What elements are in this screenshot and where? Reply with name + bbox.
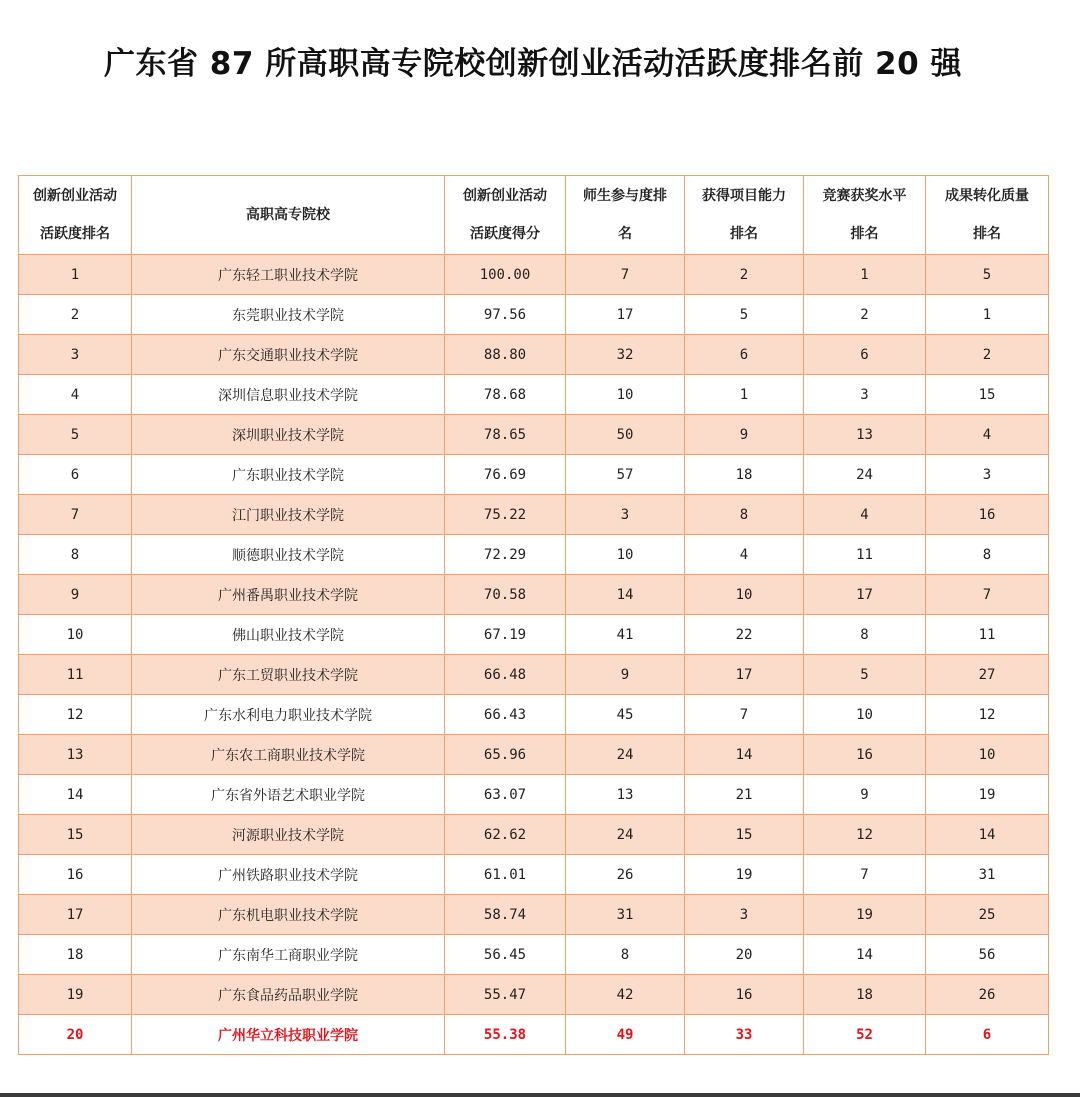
header-project	[685, 176, 804, 255]
table-row	[19, 415, 1049, 455]
table-row	[19, 575, 1049, 615]
cell-conversion: 27	[926, 655, 1049, 695]
cell-score: 55.38	[445, 1015, 566, 1055]
cell-project: 4	[685, 535, 804, 575]
cell-school: 广东工贸职业技术学院	[132, 655, 445, 695]
cell-participation: 8	[566, 935, 685, 975]
cell-conversion: 19	[926, 775, 1049, 815]
cell-school: 广东轻工职业技术学院	[132, 255, 445, 295]
cell-competition: 19	[804, 895, 926, 935]
cell-competition: 7	[804, 855, 926, 895]
cell-score: 70.58	[445, 575, 566, 615]
cell-score: 65.96	[445, 735, 566, 775]
cell-competition: 11	[804, 535, 926, 575]
cell-school: 广州华立科技职业学院	[132, 1015, 445, 1055]
table-row	[19, 975, 1049, 1015]
table-row	[19, 535, 1049, 575]
cell-competition: 16	[804, 735, 926, 775]
cell-school: 广东交通职业技术学院	[132, 335, 445, 375]
cell-project: 5	[685, 295, 804, 335]
cell-score: 55.47	[445, 975, 566, 1015]
cell-rank: 4	[19, 375, 132, 415]
cell-project: 9	[685, 415, 804, 455]
cell-score: 67.19	[445, 615, 566, 655]
cell-competition: 2	[804, 295, 926, 335]
cell-participation: 10	[566, 375, 685, 415]
cell-rank: 1	[19, 255, 132, 295]
header-school	[132, 176, 445, 255]
cell-rank: 16	[19, 855, 132, 895]
cell-conversion: 7	[926, 575, 1049, 615]
header-school-line1: 高职高专院校	[246, 207, 330, 223]
cell-school: 广东省外语艺术职业学院	[132, 775, 445, 815]
cell-school: 广东食品药品职业学院	[132, 975, 445, 1015]
cell-project: 10	[685, 575, 804, 615]
cell-participation: 3	[566, 495, 685, 535]
cell-project: 14	[685, 735, 804, 775]
cell-conversion: 12	[926, 695, 1049, 735]
cell-conversion: 56	[926, 935, 1049, 975]
cell-school: 深圳信息职业技术学院	[132, 375, 445, 415]
cell-competition: 52	[804, 1015, 926, 1055]
cell-competition: 5	[804, 655, 926, 695]
cell-score: 58.74	[445, 895, 566, 935]
cell-score: 56.45	[445, 935, 566, 975]
cell-rank: 5	[19, 415, 132, 455]
cell-score: 78.68	[445, 375, 566, 415]
cell-participation: 13	[566, 775, 685, 815]
cell-score: 66.43	[445, 695, 566, 735]
page-title: 广东省 87 所高职高专院校创新创业活动活跃度排名前 20 强	[104, 46, 962, 82]
table-row	[19, 255, 1049, 295]
cell-project: 1	[685, 375, 804, 415]
cell-school: 顺德职业技术学院	[132, 535, 445, 575]
header-rank-line1: 创新创业活动	[33, 188, 117, 204]
cell-rank: 6	[19, 455, 132, 495]
header-participation	[566, 176, 685, 255]
cell-competition: 6	[804, 335, 926, 375]
cell-score: 78.65	[445, 415, 566, 455]
cell-school: 广东水利电力职业技术学院	[132, 695, 445, 735]
cell-participation: 45	[566, 695, 685, 735]
cell-score: 66.48	[445, 655, 566, 695]
cell-rank: 8	[19, 535, 132, 575]
cell-rank: 18	[19, 935, 132, 975]
cell-competition: 9	[804, 775, 926, 815]
table-header-row	[19, 176, 1049, 255]
cell-conversion: 4	[926, 415, 1049, 455]
table-row	[19, 895, 1049, 935]
table-row	[19, 655, 1049, 695]
cell-school: 东莞职业技术学院	[132, 295, 445, 335]
table-body	[19, 255, 1049, 1055]
table-row	[19, 815, 1049, 855]
cell-school: 广州铁路职业技术学院	[132, 855, 445, 895]
cell-conversion: 15	[926, 375, 1049, 415]
cell-participation: 32	[566, 335, 685, 375]
header-score-line1: 创新创业活动	[463, 188, 547, 204]
cell-competition: 18	[804, 975, 926, 1015]
cell-project: 18	[685, 455, 804, 495]
cell-competition: 12	[804, 815, 926, 855]
cell-participation: 57	[566, 455, 685, 495]
cell-competition: 1	[804, 255, 926, 295]
cell-competition: 14	[804, 935, 926, 975]
cell-competition: 24	[804, 455, 926, 495]
header-rank-line2: 活跃度排名	[40, 226, 110, 242]
cell-project: 6	[685, 335, 804, 375]
cell-conversion: 2	[926, 335, 1049, 375]
cell-school: 广州番禺职业技术学院	[132, 575, 445, 615]
cell-participation: 24	[566, 815, 685, 855]
cell-conversion: 16	[926, 495, 1049, 535]
header-score	[445, 176, 566, 255]
header-participation-line2: 名	[618, 226, 632, 242]
cell-school: 河源职业技术学院	[132, 815, 445, 855]
cell-participation: 41	[566, 615, 685, 655]
cell-competition: 4	[804, 495, 926, 535]
cell-participation: 49	[566, 1015, 685, 1055]
cell-project: 22	[685, 615, 804, 655]
cell-school: 深圳职业技术学院	[132, 415, 445, 455]
cell-competition: 17	[804, 575, 926, 615]
cell-conversion: 25	[926, 895, 1049, 935]
cell-rank: 3	[19, 335, 132, 375]
cell-participation: 31	[566, 895, 685, 935]
cell-participation: 7	[566, 255, 685, 295]
header-score-line2: 活跃度得分	[470, 226, 540, 242]
header-project-line1: 获得项目能力	[702, 188, 786, 204]
cell-participation: 10	[566, 535, 685, 575]
header-competition-line1: 竞赛获奖水平	[822, 188, 907, 204]
header-participation-line1: 师生参与度排	[583, 188, 667, 204]
cell-project: 8	[685, 495, 804, 535]
cell-score: 88.80	[445, 335, 566, 375]
cell-school: 广东机电职业技术学院	[132, 895, 445, 935]
cell-conversion: 10	[926, 735, 1049, 775]
cell-rank: 14	[19, 775, 132, 815]
ranking-table	[18, 175, 1049, 1055]
cell-participation: 14	[566, 575, 685, 615]
cell-rank: 12	[19, 695, 132, 735]
cell-score: 72.29	[445, 535, 566, 575]
table-row	[19, 1015, 1049, 1055]
table-row	[19, 615, 1049, 655]
cell-rank: 2	[19, 295, 132, 335]
cell-project: 19	[685, 855, 804, 895]
cell-score: 97.56	[445, 295, 566, 335]
cell-school: 江门职业技术学院	[132, 495, 445, 535]
table-row	[19, 495, 1049, 535]
cell-rank: 11	[19, 655, 132, 695]
cell-conversion: 14	[926, 815, 1049, 855]
cell-participation: 42	[566, 975, 685, 1015]
cell-rank: 13	[19, 735, 132, 775]
table-row	[19, 855, 1049, 895]
table-row	[19, 375, 1049, 415]
header-project-line2: 排名	[730, 226, 758, 242]
table-row	[19, 775, 1049, 815]
cell-participation: 17	[566, 295, 685, 335]
cell-conversion: 11	[926, 615, 1049, 655]
cell-score: 100.00	[445, 255, 566, 295]
cell-score: 63.07	[445, 775, 566, 815]
bottom-bar	[0, 1093, 1080, 1097]
cell-rank: 10	[19, 615, 132, 655]
table-row	[19, 295, 1049, 335]
header-conversion	[926, 176, 1049, 255]
table-row	[19, 735, 1049, 775]
table-row	[19, 695, 1049, 735]
cell-project: 16	[685, 975, 804, 1015]
header-conversion-line1: 成果转化质量	[945, 188, 1029, 204]
cell-score: 62.62	[445, 815, 566, 855]
cell-score: 61.01	[445, 855, 566, 895]
cell-school: 广东职业技术学院	[132, 455, 445, 495]
cell-conversion: 31	[926, 855, 1049, 895]
cell-project: 7	[685, 695, 804, 735]
header-competition-line2: 排名	[850, 226, 879, 242]
cell-school: 广东农工商职业技术学院	[132, 735, 445, 775]
cell-participation: 9	[566, 655, 685, 695]
cell-competition: 8	[804, 615, 926, 655]
cell-school: 广东南华工商职业学院	[132, 935, 445, 975]
cell-school: 佛山职业技术学院	[132, 615, 445, 655]
table-row	[19, 335, 1049, 375]
cell-rank: 17	[19, 895, 132, 935]
cell-conversion: 6	[926, 1015, 1049, 1055]
cell-competition: 13	[804, 415, 926, 455]
cell-rank: 9	[19, 575, 132, 615]
cell-competition: 3	[804, 375, 926, 415]
cell-participation: 50	[566, 415, 685, 455]
cell-competition: 10	[804, 695, 926, 735]
cell-project: 2	[685, 255, 804, 295]
header-rank	[19, 176, 132, 255]
cell-rank: 7	[19, 495, 132, 535]
cell-project: 15	[685, 815, 804, 855]
cell-score: 75.22	[445, 495, 566, 535]
cell-participation: 26	[566, 855, 685, 895]
cell-project: 33	[685, 1015, 804, 1055]
cell-project: 3	[685, 895, 804, 935]
cell-rank: 15	[19, 815, 132, 855]
cell-project: 21	[685, 775, 804, 815]
cell-conversion: 8	[926, 535, 1049, 575]
cell-conversion: 3	[926, 455, 1049, 495]
cell-rank: 19	[19, 975, 132, 1015]
cell-score: 76.69	[445, 455, 566, 495]
cell-rank: 20	[19, 1015, 132, 1055]
header-conversion-line2: 排名	[973, 226, 1001, 242]
cell-conversion: 26	[926, 975, 1049, 1015]
cell-project: 20	[685, 935, 804, 975]
cell-conversion: 5	[926, 255, 1049, 295]
table-row	[19, 935, 1049, 975]
cell-participation: 24	[566, 735, 685, 775]
cell-project: 17	[685, 655, 804, 695]
table-row	[19, 455, 1049, 495]
header-competition	[804, 176, 926, 255]
cell-conversion: 1	[926, 295, 1049, 335]
